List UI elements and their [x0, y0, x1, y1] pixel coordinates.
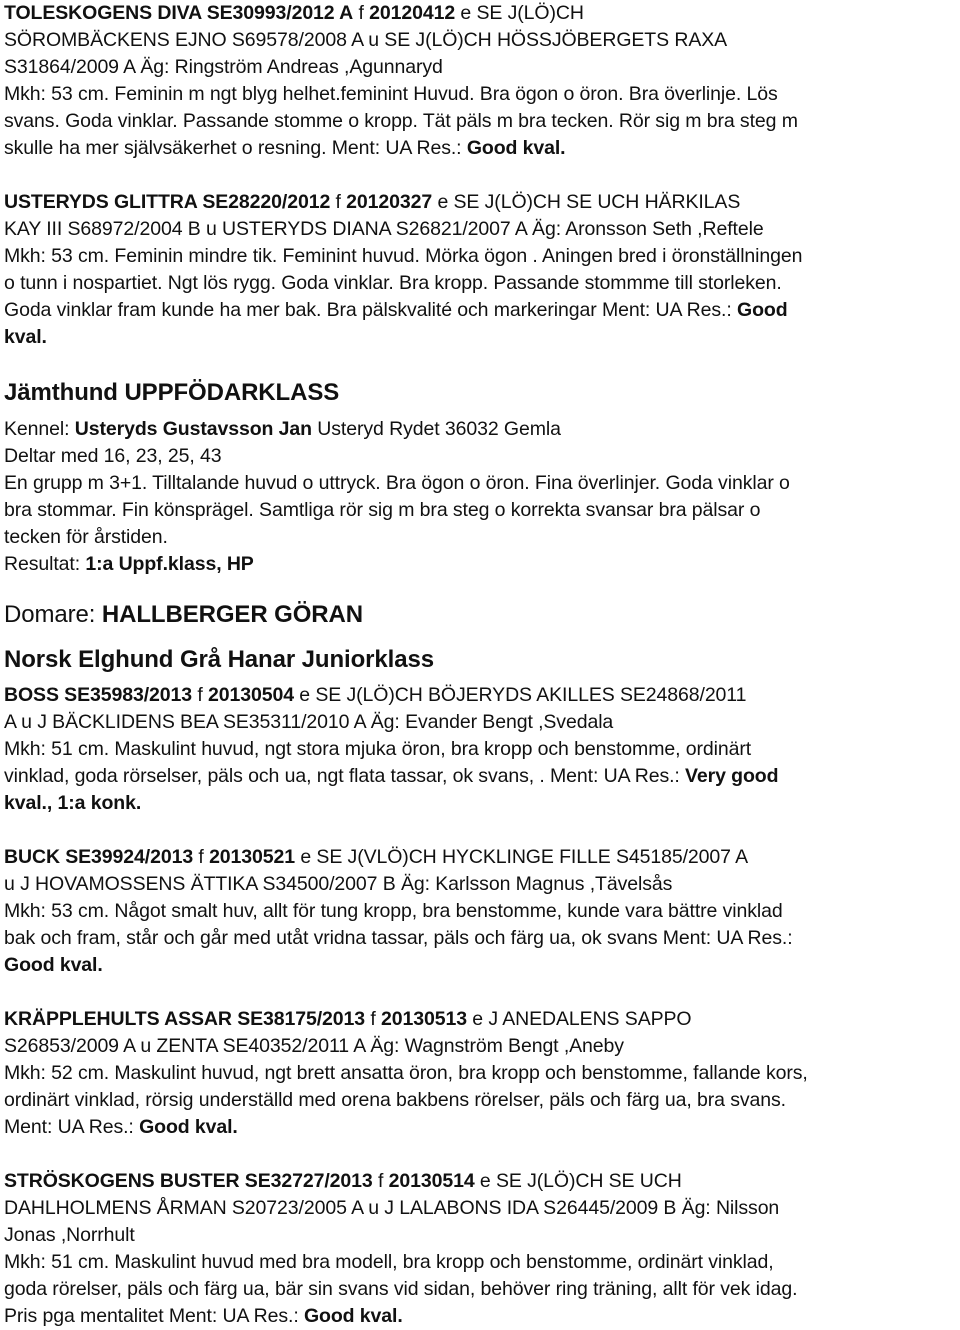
entry-header	[4, 844, 748, 871]
critique-line: Mkh: 52 cm. Maskulint huvud, ngt brett ansatta öron, bra kropp och benstomme, fallande kors,	[4, 1062, 808, 1084]
sex: f	[330, 191, 347, 213]
critique-line	[4, 763, 778, 790]
class-heading: Norsk Elghund Grå Hanar Juniorklass	[4, 646, 434, 673]
judge-heading	[4, 600, 363, 630]
result-label: Resultat:	[4, 553, 86, 575]
judge-label: Domare:	[4, 601, 102, 628]
birth-date: 20130514	[388, 1170, 475, 1192]
dog-name-regno: BUCK SE39924/2013	[4, 846, 194, 868]
pedigree-line: SÖROMBÄCKENS EJNO S69578/2008 A u SE J(LÖ)CH HÖSSJÖBERGETS RAXA	[4, 29, 728, 51]
sire-text: e SE J(LÖ)CH SE UCH	[474, 1170, 682, 1192]
owner-line: Jonas ,Norrhult	[4, 1224, 135, 1246]
critique-line: ordinärt vinklad, rörsig underställd med orena bakbens rörelser, päls och färg ua, bra svans.	[4, 1089, 786, 1111]
critique-line: Mkh: 51 cm. Maskulint huvud med bra modell, bra kropp och benstomme, ordinärt vinklad,	[4, 1251, 774, 1273]
pedigree-line: KAY III S68972/2004 B u USTERYDS DIANA S26821/2007 A Äg: Aronsson Seth ,Reftele	[4, 218, 764, 240]
result-grade-cont: kval., 1:a konk.	[4, 792, 142, 814]
kennel-address: Usteryd Rydet 36032 Gemla	[311, 418, 561, 440]
sire-text: e SE J(LÖ)CH BÖJERYDS AKILLES SE24868/2011	[293, 684, 747, 706]
critique-line: tecken för årstiden.	[4, 526, 168, 548]
result-grade: Good kval.	[466, 137, 566, 159]
pedigree-line: DAHLHOLMENS ÅRMAN S20723/2005 A u J LALABONS IDA S26445/2009 B Äg: Nilsson	[4, 1197, 780, 1219]
birth-date: 20120412	[369, 2, 456, 24]
result-line	[4, 135, 566, 162]
entry-header	[4, 189, 740, 216]
kennel-label: Kennel:	[4, 418, 75, 440]
dog-name-regno: USTERYDS GLITTRA SE28220/2012	[4, 191, 331, 213]
sire-text: e SE J(LÖ)CH SE UCH HÄRKILAS	[432, 191, 741, 213]
result-grade: Good	[737, 299, 788, 321]
judge-name: HALLBERGER GÖRAN	[101, 601, 363, 628]
birth-date: 20120327	[346, 191, 433, 213]
critique-line: Mkh: 53 cm. Feminin mindre tik. Feminint huvud. Mörka ögon . Aningen bred i öronställningen	[4, 245, 803, 267]
breed-name: Jämthund	[4, 379, 125, 406]
sire-text: e SE J(VLÖ)CH HYCKLINGE FILLE S45185/2007 A	[295, 846, 749, 868]
sire-text: e SE J(LÖ)CH	[455, 2, 584, 24]
pedigree-line: u J HOVAMOSSENS ÄTTIKA S34500/2007 B Äg: Karlsson Magnus ,Tävelsås	[4, 873, 673, 895]
pedigree-line: A u J BÄCKLIDENS BEA SE35311/2010 A Äg: Evander Bengt ,Svedala	[4, 711, 614, 733]
critique-line: Mkh: 53 cm. Feminin m ngt blyg helhet.feminint Huvud. Bra ögon o öron. Bra överlinje. Lös	[4, 83, 778, 105]
birth-date: 20130504	[208, 684, 294, 706]
dog-name-regno: BOSS SE35983/2013	[4, 684, 193, 706]
critique-line: Mkh: 53 cm. Något smalt huv, allt för tung kropp, bra benstomme, kunde vara bättre vinklad	[4, 900, 783, 922]
dog-name-regno: STRÖSKOGENS BUSTER SE32727/2013	[4, 1170, 373, 1192]
result-grade: Good kval.	[4, 954, 103, 976]
dog-name-regno: KRÄPPLEHULTS ASSAR SE38175/2013	[4, 1008, 366, 1030]
critique-text: Ment: UA Res.:	[4, 1116, 140, 1138]
dog-name-regno: TOLESKOGENS DIVA SE30993/2012 A	[4, 2, 354, 24]
critique-text: skulle ha mer självsäkerhet o resning. Ment: UA Res.:	[4, 137, 467, 159]
result-grade: Good kval.	[139, 1116, 238, 1138]
result-grade: Very good	[685, 765, 779, 787]
sex: f	[372, 1170, 389, 1192]
kennel-line	[4, 416, 561, 443]
critique-line: Mkh: 51 cm. Maskulint huvud, ngt stora mjuka öron, bra kropp och benstomme, ordinärt	[4, 738, 752, 760]
result-line	[4, 1114, 238, 1141]
entry-header	[4, 0, 584, 27]
sire-text: e J ANEDALENS SAPPO	[466, 1008, 692, 1030]
result-grade: 1:a Uppf.klass, HP	[85, 553, 254, 575]
participants-line: Deltar med 16, 23, 25, 43	[4, 445, 222, 467]
owner-line: S31864/2009 A Äg: Ringström Andreas ,Agunnaryd	[4, 56, 443, 78]
sex: f	[353, 2, 370, 24]
birth-date: 20130513	[381, 1008, 467, 1030]
critique-line: o tunn i nospartiet. Ngt lös rygg. Goda vinklar. Bra kropp. Passande stommme till storleken.	[4, 272, 782, 294]
sex: f	[193, 846, 210, 868]
kennel-name: Usteryds Gustavsson Jan	[74, 418, 312, 440]
critique-line: goda rörelser, päls och färg ua, bär sin svans vid sidan, behöver ring träning, allt för vek idag.	[4, 1278, 798, 1300]
entry-header	[4, 1006, 691, 1033]
result-grade-cont: kval.	[4, 326, 47, 348]
entry-header	[4, 1168, 682, 1195]
critique-text: Pris pga mentalitet Ment: UA Res.:	[4, 1305, 304, 1327]
class-name: UPPFÖDARKLASS	[124, 379, 340, 406]
result-line	[4, 551, 254, 578]
critique-line	[4, 297, 788, 324]
critique-line: bra stommar. Fin könsprägel. Samtliga rör sig m bra steg o korrekta svansar bra pälsar o	[4, 499, 761, 521]
critique-line: En grupp m 3+1. Tilltalande huvud o uttryck. Bra ögon o öron. Fina överlinjer. Goda vinklar o	[4, 472, 790, 494]
sex: f	[365, 1008, 381, 1030]
critique-line: svans. Goda vinklar. Passande stomme o kropp. Tät päls m bra tecken. Rör sig m bra steg m	[4, 110, 798, 132]
sex: f	[192, 684, 208, 706]
critique-line: bak och fram, står och går med utåt vridna tassar, päls och färg ua, ok svans Ment: UA Res.:	[4, 927, 793, 949]
result-line	[4, 1303, 403, 1330]
critique-text: vinklad, goda rörselser, päls och ua, ngt flata tassar, ok svans, . Ment: UA Res.:	[4, 765, 686, 787]
result-grade: Good kval.	[303, 1305, 403, 1327]
section-heading	[4, 378, 339, 408]
birth-date: 20130521	[209, 846, 296, 868]
entry-header	[4, 682, 746, 709]
pedigree-line: S26853/2009 A u ZENTA SE40352/2011 A Äg: Wagnström Bengt ,Aneby	[4, 1035, 624, 1057]
critique-text: Goda vinklar fram kunde ha mer bak. Bra pälskvalité och markeringar Ment: UA Res.:	[4, 299, 738, 321]
